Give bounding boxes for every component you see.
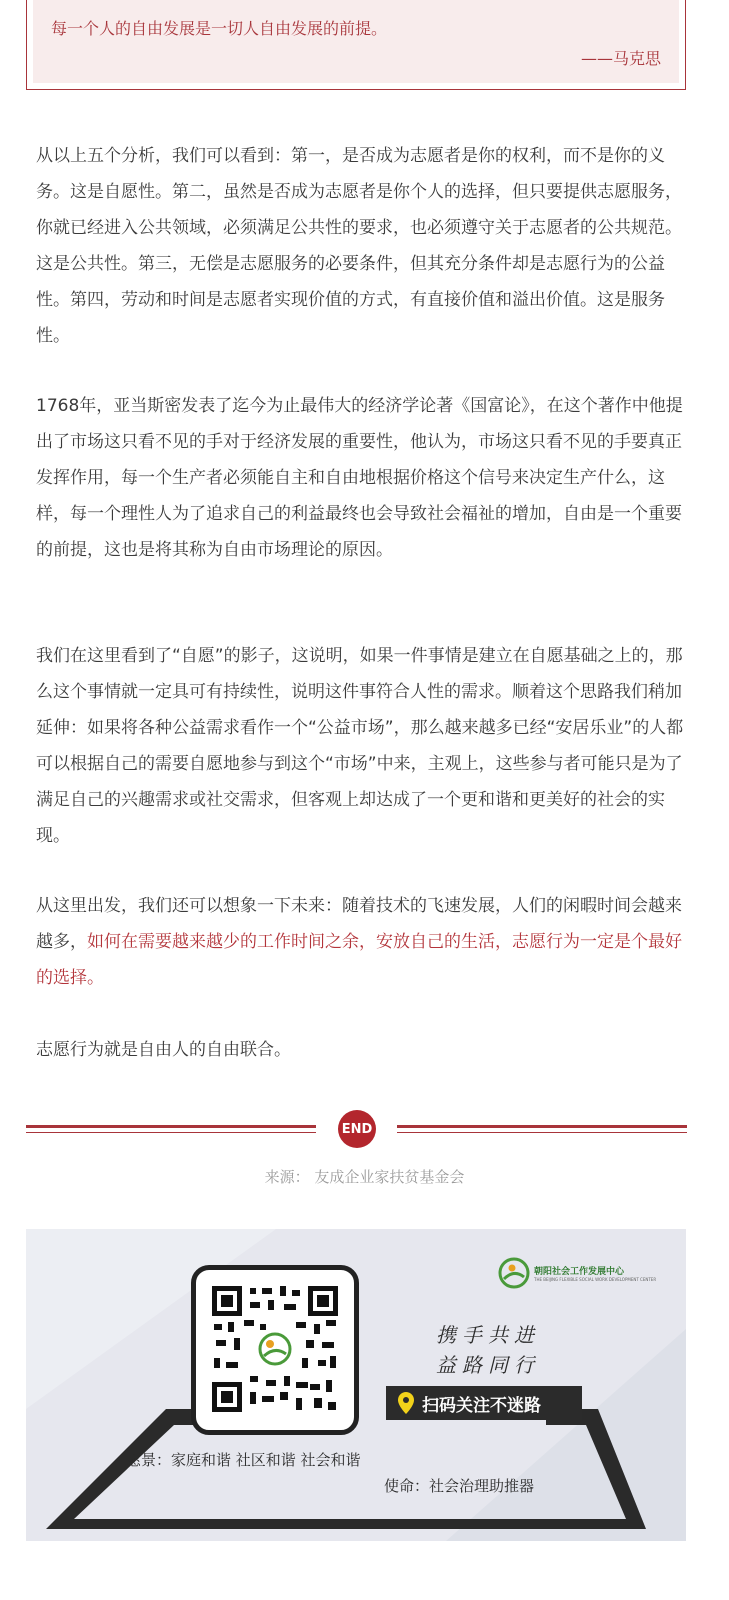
- scan-follow-label: [386, 1386, 582, 1420]
- paragraph-adam-smith: 1768年，亚当斯密发表了迄今为止最伟大的经济学论著《国富论》，在这个著作中他提出了市场这只看不见的手对于经济发展的重要性，他认为，市场这只看不见的手要真正发挥作用，每一个生产者必须能自主和自由地根据价格这个信号来决定生产什么，这样，每一个理性人为了追求自己的利益最终也会导致社会福祉的增加，自由是一个重要的前提，这也是将其称为自由市场理论的原因。: [36, 396, 683, 560]
- mission-text: 使命：社会治理助推器: [384, 1477, 535, 1495]
- end-badge: END: [338, 1110, 376, 1148]
- quote-text: 每一个人的自由发展是一切人自由发展的前提。: [51, 19, 388, 38]
- paragraph-future-start: 从这里出发，我们还可以想象一下未来：随着技术的飞速发展，人们的闲暇时间会越来越多，: [36, 896, 682, 952]
- org-name: 朝阳社会工作发展中心: [534, 1267, 625, 1277]
- slogan-line-1: 携手共进: [436, 1323, 540, 1347]
- location-pin-icon: [398, 1392, 414, 1414]
- paragraph-analysis: 从以上五个分析，我们可以看到：第一，是否成为志愿者是你的权利，而不是你的义务。这是自愿性。第二，虽然是否成为志愿者是你个人的选择，但只要提供志愿服务，你就已经进入公共领域，必须满足公共性的要求，也必须遵守关于志愿者的公共规范。这是公共性。第三，无偿是志愿服务的必要条件，但其充分条件却是志愿行为的公益性。第四，劳动和时间是志愿者实现价值的方式，有直接价值和溢出价值。这是服务性。: [36, 146, 682, 346]
- paragraph-future: [36, 888, 696, 996]
- org-logo-icon: [496, 1257, 532, 1289]
- qr-banner: [26, 1229, 686, 1541]
- slogan-line-2: 益路同行: [436, 1353, 540, 1377]
- quote-box: [26, 0, 686, 90]
- paragraph-voluntary: 我们在这里看到了“自愿”的影子，这说明，如果一件事情是建立在自愿基础之上的，那么这个事情就一定具可有持续性，说明这件事符合人性的需求。顺着这个思路我们稍加延伸：如果将各种公益需求看作一个“公益市场”，那么越来越多已经“安居乐业”的人都可以根据自己的需要自愿地参与到这个“市场”中来，主观上，这些参与者可能只是为了满足自己的兴趣需求或社交需求，但客观上却达成了一个更和谐和更美好的社会的实现。: [36, 646, 684, 846]
- org-name-en: THE BEIJING FLEXIBLE SOCIAL WORK DEVELOPMENT CENTER: [534, 1277, 657, 1282]
- highlighted-sentence: 如何在需要越来越少的工作时间之余，安放自己的生活，志愿行为一定是个最好的选择。: [36, 932, 682, 988]
- quote-background: [33, 0, 679, 83]
- end-divider-left: [26, 1125, 316, 1133]
- qr-code-frame[interactable]: [191, 1265, 359, 1435]
- scan-follow-text: 扫码关注不迷路: [422, 1395, 541, 1416]
- quote-author: ——马克思: [580, 49, 661, 68]
- end-divider-right: [397, 1125, 687, 1133]
- source-credit: 来源： 友成企业家扶贫基金会: [264, 1168, 465, 1186]
- paragraph-conclusion: 志愿行为就是自由人的自由联合。: [36, 1040, 291, 1060]
- vision-text: 愿景：家庭和谐 社区和谐 社会和谐: [126, 1451, 361, 1469]
- qr-code-icon[interactable]: [210, 1284, 340, 1414]
